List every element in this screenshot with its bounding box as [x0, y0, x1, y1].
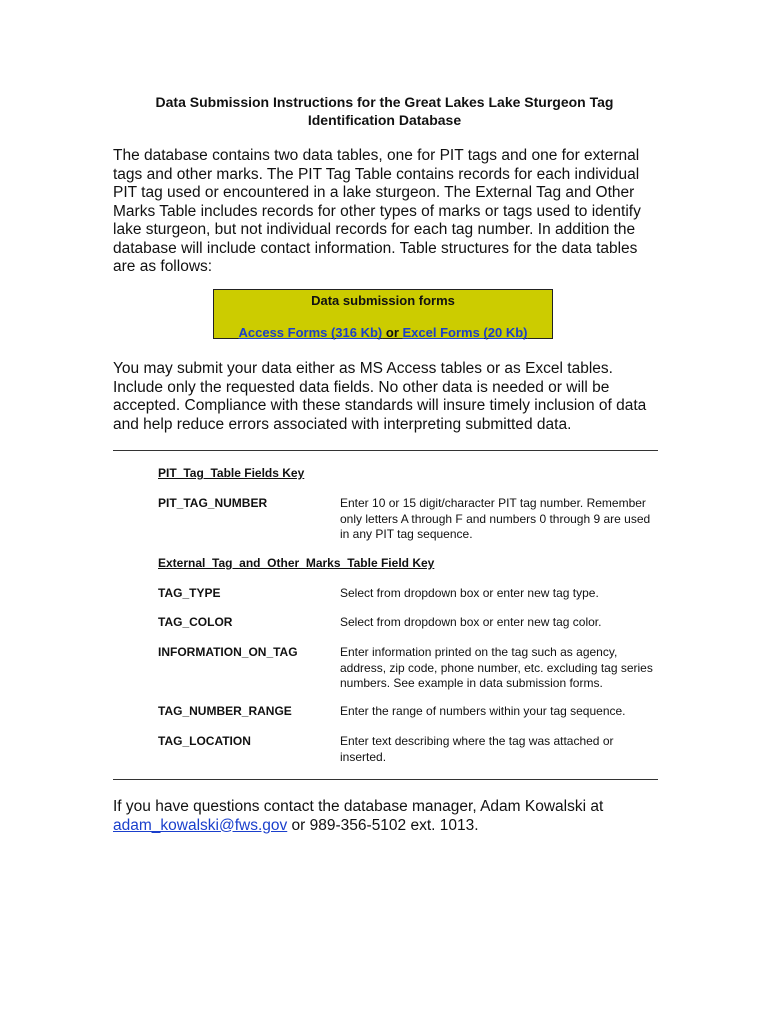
field-name-tag-number-range: TAG_NUMBER_RANGE: [158, 704, 292, 718]
divider-top: [113, 450, 658, 451]
field-desc-tag-type: Select from dropdown box or enter new tag type.: [340, 586, 599, 600]
title-line-2: Identification Database: [307, 112, 462, 128]
contact-email-link[interactable]: adam_kowalski@fws.gov: [113, 816, 288, 834]
field-desc-tag-location: Enter text describing where the tag was attached or inserted.: [340, 734, 614, 764]
intro-paragraph: The database contains two data tables, one for PIT tags and one for external tags and other marks. The PIT Tag Table contains records for each individual PIT tag used or encountered in a lake sturgeon. The External Tag and Other Marks Table includes records for other types of marks or tags used to identify lake sturgeon, but not individual records for each tag number. In addition the database will include contact information. Table structures for the data tables are as follows:: [113, 147, 641, 275]
contact-paragraph: [113, 798, 673, 835]
excel-forms-link[interactable]: Excel Forms (20 Kb): [402, 325, 528, 340]
forms-box-links: [214, 325, 552, 340]
field-desc-tag-color: Select from dropdown box or enter new tag color.: [340, 615, 602, 629]
external-key-heading: External_Tag_and_Other_Marks_Table Field Key: [158, 556, 435, 570]
field-desc-information-on-tag: Enter information printed on the tag such as agency, address, zip code, phone number, etc. excluding tag series numbers. See example in data submission forms.: [340, 645, 653, 690]
field-desc-tag-number-range: Enter the range of numbers within your tag sequence.: [340, 704, 626, 718]
contact-text-2: or 989-356-5102 ext. 1013.: [287, 816, 479, 834]
divider-bottom: [113, 779, 658, 780]
title-line-1: Data Submission Instructions for the Great Lakes Lake Sturgeon Tag: [155, 94, 614, 110]
access-forms-link[interactable]: Access Forms (316 Kb): [238, 325, 383, 340]
page-title: [112, 93, 657, 129]
field-desc-pit-tag-number: Enter 10 or 15 digit/character PIT tag number. Remember only letters A through F and numbers 0 through 9 are used in any PIT tag sequence.: [340, 496, 651, 541]
forms-box-title: Data submission forms: [311, 293, 455, 308]
field-name-pit-tag-number: PIT_TAG_NUMBER: [158, 496, 268, 510]
field-name-tag-location: TAG_LOCATION: [158, 734, 251, 748]
field-name-information-on-tag: INFORMATION_ON_TAG: [158, 645, 298, 659]
data-submission-forms-box: [213, 289, 553, 339]
field-name-tag-color: TAG_COLOR: [158, 615, 233, 629]
submission-paragraph: You may submit your data either as MS Access tables or as Excel tables. Include only the requested data fields. No other data is needed or will be accepted. Compliance with these standards will insure timely inclusion of data and help reduce errors associated with interpreting submitted data.: [113, 360, 647, 433]
contact-text-1: If you have questions contact the database manager, Adam Kowalski at: [113, 798, 604, 815]
pit-key-heading: PIT_Tag_Table Fields Key: [158, 466, 305, 480]
field-name-tag-type: TAG_TYPE: [158, 586, 221, 600]
forms-or-text: or: [382, 325, 403, 340]
